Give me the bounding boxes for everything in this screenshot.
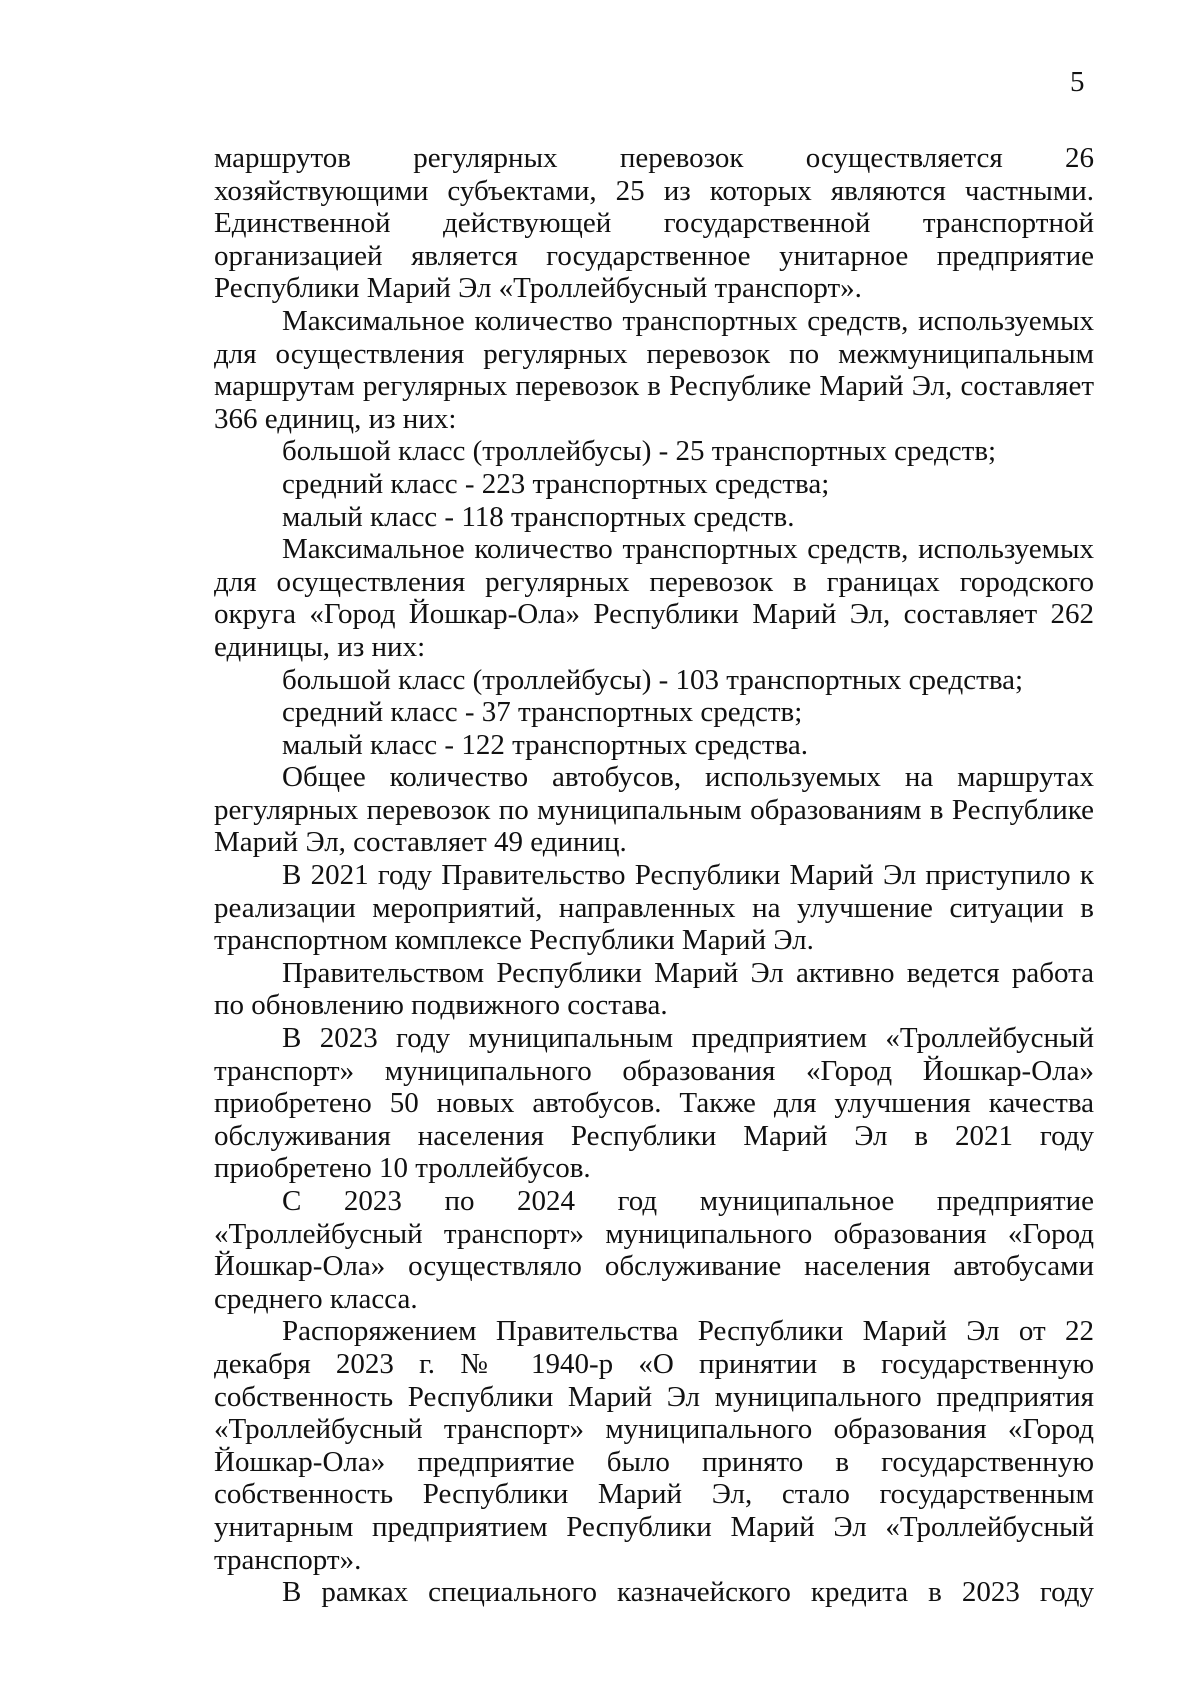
page-number: 5 — [1070, 66, 1085, 98]
list-item: большой класс (троллейбусы) - 103 транспортных средства; — [282, 663, 1024, 696]
paragraph-city-fleet: Максимальное количество транспортных средств, используемых для осуществления регулярных перевозок в границах городского округа «Город Йошкар-Ола» Республики Марий Эл, составляет 262 единицы, из них: — [214, 533, 1094, 663]
list-item: средний класс - 223 транспортных средства; — [282, 467, 830, 500]
list-item: средний класс - 37 транспортных средств; — [282, 696, 803, 729]
list-item: большой класс (троллейбусы) - 25 транспортных средств; — [282, 435, 997, 468]
paragraph-2023-2024-service: С 2023 по 2024 год муниципальное предприятие «Троллейбусный транспорт» муниципального образования «Город Йошкар-Ола» осуществляло обслуживание населения автобусами среднего класса. — [214, 1185, 1094, 1315]
paragraph-2023-purchase: В 2023 году муниципальным предприятием «Троллейбусный транспорт» муниципального образования «Город Йошкар-Ола» приобретено 50 новых автобусов. Также для улучшения качества обслуживания населения Республики Марий Эл в 2021 году приобретено 10 троллейбусов. — [214, 1022, 1094, 1185]
paragraph-ordinance: Распоряжением Правительства Республики Марий Эл от 22 декабря 2023 г. № 1940-р «О принятии в государственную собственность Республики Марий Эл муниципального предприятия «Троллейбусный транспорт» муниципального образования «Город Йошкар-Ола» предприятие было принято в государственную собственность Республики Марий Эл, стало государственным унитарным предприятием Республики Марий Эл «Троллейбусный транспорт». — [214, 1315, 1094, 1576]
paragraph-fleet-renewal: Правительством Республики Марий Эл активно ведется работа по обновлению подвижного состава. — [214, 956, 1094, 1022]
list-item: малый класс - 118 транспортных средств. — [282, 500, 795, 533]
paragraph-2021-measures: В 2021 году Правительство Республики Марий Эл приступило к реализации мероприятий, направленных на улучшение ситуации в транспортном комплексе Республики Марий Эл. — [214, 859, 1094, 957]
paragraph-intercity-fleet: Максимальное количество транспортных средств, используемых для осуществления регулярных перевозок по межмуниципальным маршрутам регулярных перевозок в Республике Марий Эл, составляет 366 единиц, из них: — [214, 304, 1094, 435]
paragraph-bus-total: Общее количество автобусов, используемых на маршрутах регулярных перевозок по муниципальным образованиям в Республике Марий Эл, составляет 49 единиц. — [214, 761, 1094, 859]
list-item: малый класс - 122 транспортных средства. — [282, 728, 809, 761]
paragraph-treasury-credit: В рамках специального казначейского кредита в 2023 году — [282, 1576, 1094, 1609]
paragraph-continuation: маршрутов регулярных перевозок осуществляется 26 хозяйствующими субъектами, 25 из которых являются частными. Единственной действующей государственной транспортной организацией является государственное унитарное предприятие Республики Марий Эл «Троллейбусный транспорт». — [214, 142, 1094, 305]
document-body — [214, 142, 1094, 1609]
